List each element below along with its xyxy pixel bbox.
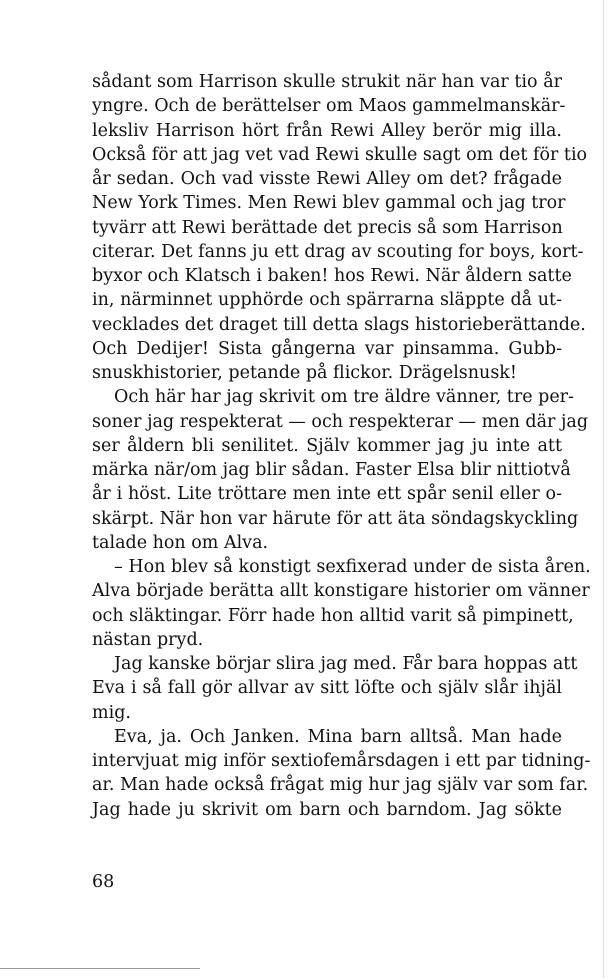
text-line: Och Dedijer! Sista gångerna var pinsamma. Gubb-: [92, 338, 562, 359]
text-line: intervjuat mig inför sextiofemårsdagen i ett par tidning-: [92, 751, 591, 771]
text-line: citerar. Det fanns ju ett drag av scouting for boys, kort-: [92, 241, 584, 262]
text-line: leksliv Harrison hört från Rewi Alley berör mig illa.: [92, 120, 562, 141]
text-line: Också för att jag vet vad Rewi skulle sagt om det för tio: [92, 144, 588, 165]
scan-edge-right: [603, 0, 604, 978]
text-line: Jag hade ju skrivit om barn och barndom. Jag sökte: [92, 799, 562, 820]
text-line: tyvärr att Rewi berättade det precis så som Harrison: [92, 217, 563, 238]
text-line: soner jag respekterat — och respekterar — men där jag: [92, 411, 589, 432]
text-line: Eva, ja. Och Janken. Mina barn alltså. Man hade: [114, 726, 562, 747]
body-text: [92, 70, 591, 822]
text-line: skärpt. När hon var härute för att äta söndagskyckling: [92, 508, 579, 529]
page-number: 68: [92, 872, 115, 892]
text-line: New York Times. Men Rewi blev gammal och jag tror: [92, 193, 566, 214]
text-line: år sedan. Och vad visste Rewi Alley om det? frågade: [92, 169, 562, 189]
text-line: ar. Man hade också frågat mig hur jag själv var som far.: [92, 775, 589, 796]
text-line: vecklades det draget till detta slags historieberättande.: [92, 314, 586, 335]
text-line: yngre. Och de berättelser om Maos gammelmanskär-: [92, 96, 566, 117]
text-line: nästan pryd.: [92, 629, 204, 650]
text-line: år i höst. Lite tröttare men inte ett spår senil eller o-: [92, 484, 562, 505]
scan-edge-line: [0, 968, 200, 969]
text-line: Jag kanske börjar slira jag med. Får bara hoppas att: [114, 654, 578, 674]
text-line: märka när/om jag blir sådan. Faster Elsa blir nittiotvå: [92, 460, 571, 480]
text-line: mig.: [92, 702, 131, 723]
text-line: sådant som Harrison skulle strukit när han var tio år: [92, 72, 562, 92]
text-line: talade hon om Alva.: [92, 532, 269, 553]
text-line: Alva började berätta allt konstigare historier om vänner: [92, 581, 590, 602]
text-line: in, närminnet upphörde och spärrarna släppte då ut-: [92, 290, 562, 311]
text-line: Eva i så fall gör allvar av sitt löfte och själv slår ihjäl: [92, 678, 562, 699]
text-line: ser åldern bli senilitet. Själv kommer jag ju inte att: [92, 435, 562, 456]
text-line: och släktingar. Förr hade hon alltid varit så pimpinett,: [92, 605, 574, 626]
text-line: – Hon blev så konstigt sexfixerad under de sista åren.: [114, 557, 591, 577]
text-line: snuskhistorier, petande på flickor. Drägelsnusk!: [92, 363, 517, 383]
text-line: byxor och Klatsch i baken! hos Rewi. När åldern satte: [92, 266, 572, 286]
text-line: Och här har jag skrivit om tre äldre vänner, tre per-: [114, 387, 574, 408]
